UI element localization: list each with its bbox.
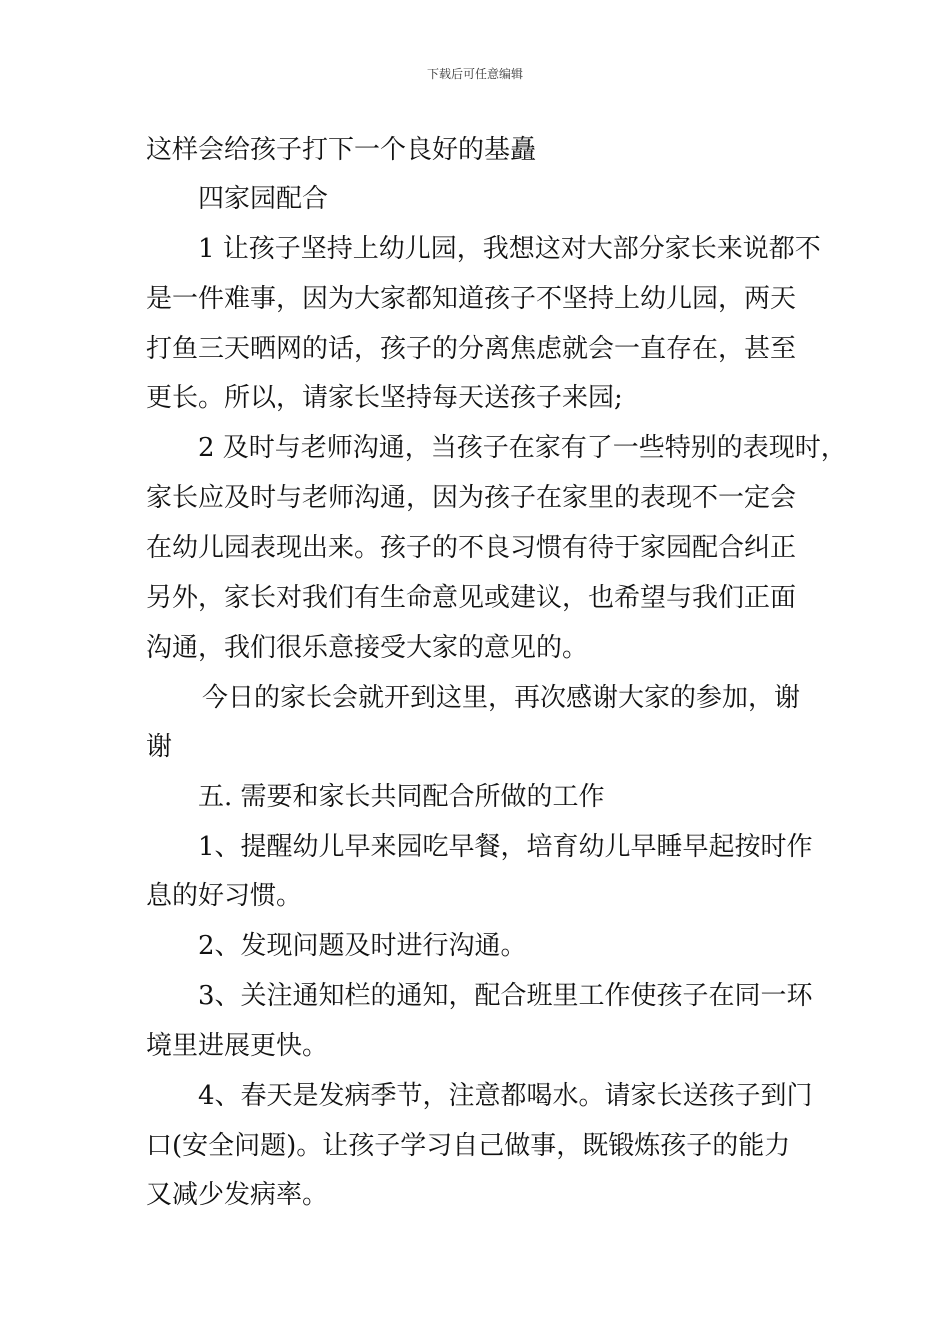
text-line: 境里进展更快。 — [146, 1031, 329, 1061]
text-line: 另外，家长对我们有生命意见或建议，也希望与我们正面 — [146, 583, 797, 613]
text-line: 又减少发病率。 — [146, 1180, 329, 1210]
list-item: 4、春天是发病季节，注意都喝水。请家长送孩子到门 — [198, 1081, 813, 1111]
text-line: 家长应及时与老师沟通，因为孩子在家里的表现不一定会 — [146, 483, 797, 513]
text-line: 这样会给孩子打下一个良好的基矗 — [146, 135, 537, 165]
section-heading: 四家园配合 — [198, 184, 329, 214]
text-line: 息的好习惯。 — [146, 881, 303, 911]
text-line: 今日的家长会就开到这里，再次感谢大家的参加，谢 — [202, 683, 801, 713]
text-line: 1 让孩子坚持上幼儿园，我想这对大部分家长来说都不 — [198, 234, 821, 264]
text-line: 在幼儿园表现出来。孩子的不良习惯有待于家园配合纠正 — [146, 533, 797, 563]
list-item: 1、提醒幼儿早来园吃早餐，培育幼儿早睡早起按时作 — [198, 832, 813, 862]
list-item: 2、发现问题及时进行沟通。 — [198, 931, 527, 961]
text-line: 口(安全问题)。让孩子学习自己做事，既锻炼孩子的能力 — [146, 1131, 791, 1161]
text-line: 打鱼三天晒网的话，孩子的分离焦虑就会一直存在，甚至 — [146, 334, 797, 364]
text-line: 是一件难事，因为大家都知道孩子不坚持上幼儿园，两天 — [146, 284, 797, 314]
text-line: 谢 — [146, 732, 173, 762]
text-line: 更长。所以，请家长坚持每天送孩子来园; — [146, 383, 623, 413]
page-header: 下载后可任意编辑 — [426, 67, 523, 81]
list-item: 3、关注通知栏的通知，配合班里工作使孩子在同一环 — [198, 981, 813, 1011]
text-line: 2 及时与老师沟通，当孩子在家有了一些特别的表现时， — [198, 433, 847, 463]
section-heading: 五. 需要和家长共同配合所做的工作 — [198, 782, 605, 812]
text-line: 沟通，我们很乐意接受大家的意见的。 — [146, 633, 589, 663]
